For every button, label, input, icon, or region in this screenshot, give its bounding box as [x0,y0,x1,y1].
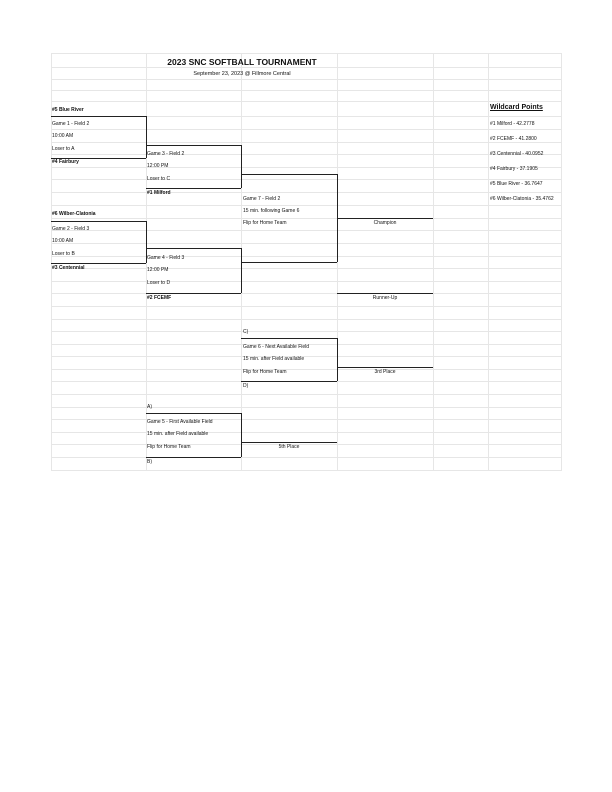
wildcard-item: #5 Blue River - 36.7647 [490,181,543,187]
game6-slot-d: D) [243,383,249,389]
game7-home: Flip for Home Team [243,220,287,226]
game7-time: 15 min. following Game 6 [243,208,300,214]
wildcard-item: #3 Centennial - 40.0952 [490,151,544,157]
game7-name: Game 7 - Field 2 [243,196,281,202]
wildcard-item: #2 FCEMF - 41.2800 [490,136,537,142]
game3-time: 12:00 PM [147,163,169,169]
game5-slot-b: B) [147,459,152,465]
game2-loser: Loser to B [52,251,75,257]
game6-home: Flip for Home Team [243,369,287,375]
runner-up-label: Runner-Up [372,295,398,301]
game6-time: 15 min. after Field available [243,356,305,362]
fifth-place-label: 5th Place [278,444,300,450]
champion-label: Champion [373,220,397,226]
team-seed-6: #6 Wilber-Clatonia [52,211,96,217]
wildcard-item: #4 Fairbury - 37.1905 [490,166,538,172]
page-subtitle: September 23, 2023 @ Fillmore Central [193,71,291,77]
game6-slot-c: C) [243,329,249,335]
team-seed-1: #1 Milford [147,190,171,196]
team-seed-3: #3 Centennial [52,265,85,271]
game5-home: Flip for Home Team [147,444,191,450]
game2-name: Game 2 - Field 3 [52,226,90,232]
game5-name: Game 5 - First Available Field [147,419,213,425]
wildcard-item: #1 Milford - 42.2778 [490,121,535,127]
third-place-label: 3rd Place [374,369,396,375]
game1-name: Game 1 - Field 2 [52,121,90,127]
page-title: 2023 SNC SOFTBALL TOURNAMENT [167,57,317,67]
wildcard-item: #6 Wilber-Clatonia - 35.4762 [490,196,554,202]
game2-time: 10:00 AM [52,238,74,244]
game1-loser: Loser to A [52,146,75,152]
game4-name: Game 4 - Field 3 [147,255,185,261]
game4-loser: Loser to D [147,280,171,286]
wildcard-heading: Wildcard Points [490,104,543,111]
team-seed-5: #5 Blue River [52,107,84,113]
game3-loser: Loser to C [147,176,171,182]
game5-slot-a: A) [147,404,152,410]
game5-time: 15 min. after Field available [147,431,209,437]
game1-time: 10:00 AM [52,133,74,139]
game4-time: 12:00 PM [147,267,169,273]
team-seed-2: #2 FCEMF [147,295,172,301]
game3-name: Game 3 - Field 2 [147,151,185,157]
team-seed-4: #4 Fairbury [52,159,79,165]
game6-name: Game 6 - Next Available Field [243,344,310,350]
